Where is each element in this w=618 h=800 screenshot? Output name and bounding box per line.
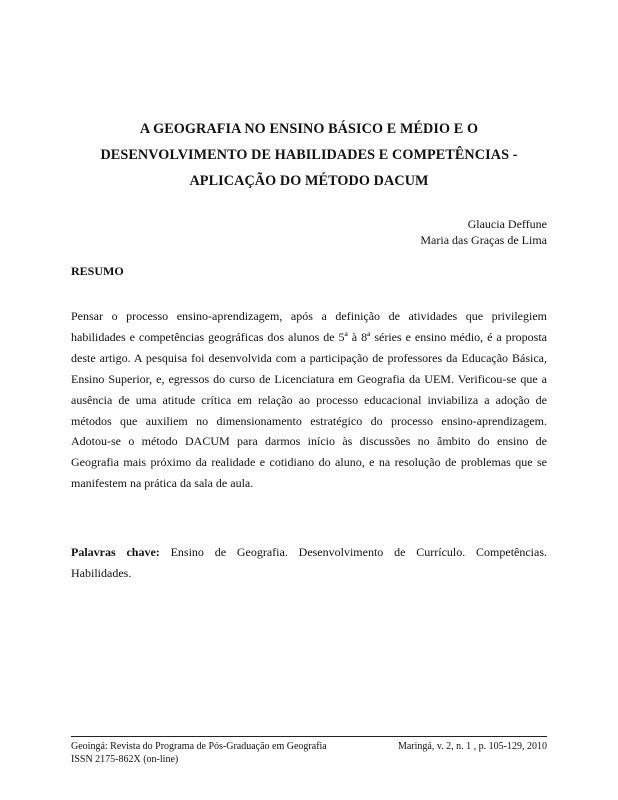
footer-divider xyxy=(71,736,547,737)
title-line-2: DESENVOLVIMENTO DE HABILIDADES E COMPETÊNCIAS - xyxy=(100,147,518,163)
author-name: Maria das Graças de Lima xyxy=(420,233,547,247)
abstract-line: deste artigo. A pesquisa foi desenvolvida com a participação de professores da Educação Básica, xyxy=(71,350,547,365)
citation-info: Maringá, v. 2, n. 1 , p. 105-129, 2010 xyxy=(397,741,547,752)
abstract-body xyxy=(71,306,547,494)
title-line-3: APLICAÇÃO DO MÉTODO DACUM xyxy=(189,173,429,189)
keywords-line-2: Habilidades. xyxy=(71,565,132,580)
abstract-heading: RESUMO xyxy=(71,264,124,278)
abstract-line: Geografia mais próximo da realidade e cotidiano do aluno, e na resolução de problemas que se xyxy=(71,455,547,470)
page-footer xyxy=(71,740,547,766)
keywords-list: Ensino de Geografia. Desenvolvimento de Currículo. Competências. xyxy=(159,545,548,559)
abstract-line: Adotou-se o método DACUM para darmos início às discussões no âmbito do ensino de xyxy=(71,434,547,449)
abstract-line: manifestem na prática da sala de aula. xyxy=(71,476,254,491)
author-list xyxy=(420,216,547,248)
abstract-line: Pensar o processo ensino-aprendizagem, após a definição de atividades que privilegiem xyxy=(71,309,547,323)
author-name: Glaucia Deffune xyxy=(467,217,547,231)
title-line-1: A GEOGRAFIA NO ENSINO BÁSICO E MÉDIO E O xyxy=(139,121,479,137)
abstract-line: ausência de uma atitude crítica em relação ao processo educacional inviabiliza a adoção de xyxy=(71,392,547,407)
keywords-label: Palavras chave: xyxy=(71,545,160,559)
article-title xyxy=(60,116,558,194)
keywords-block xyxy=(71,542,547,584)
issn: ISSN 2175-862X (on-line) xyxy=(71,754,179,765)
abstract-line: Ensino Superior, e, egressos do curso de Licenciatura em Geografia da UEM. Verificou-se que a xyxy=(71,371,547,386)
abstract-line: métodos que auxiliem no dimensionamento estratégico do processo ensino-aprendizagem. xyxy=(71,413,547,428)
journal-name: Geoingá: Revista do Programa de Pós-Graduação em Geografia xyxy=(71,741,327,752)
keywords-line xyxy=(71,542,547,563)
abstract-line: habilidades e competências geográficas dos alunos de 5ª à 8ª séries e ensino médio, é a proposta xyxy=(71,329,547,344)
